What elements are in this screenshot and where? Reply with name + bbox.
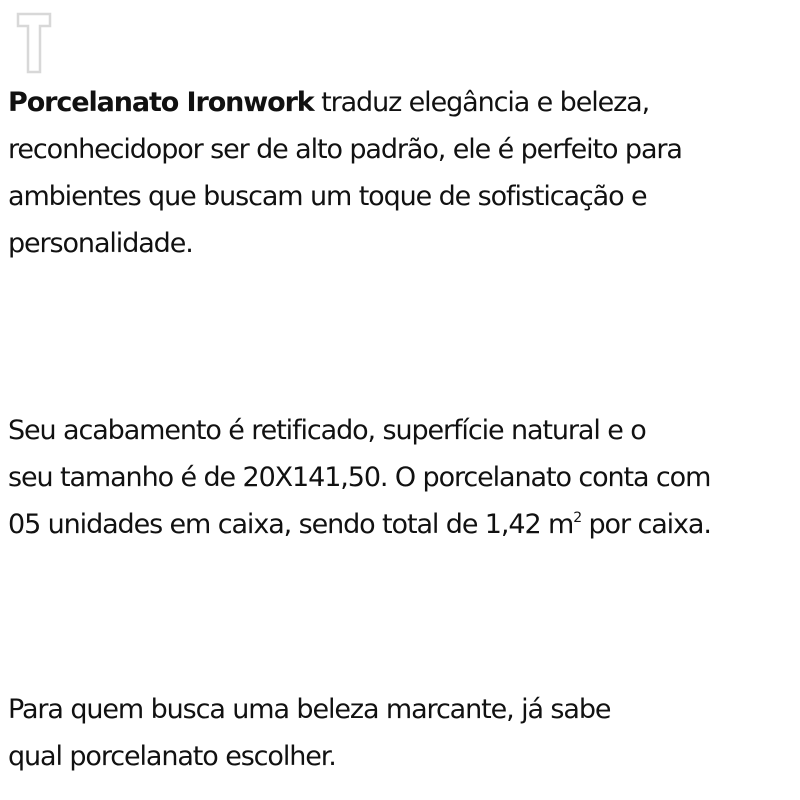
brand-logo-t-icon — [16, 12, 52, 74]
intro-line-3: ambientes que buscam um toque de sofisticação e — [8, 181, 647, 212]
description-paragraph-intro — [8, 79, 682, 267]
specs-line-2: seu tamanho é de 20X141,50. O porcelanato conta com — [8, 462, 711, 493]
description-paragraph-specs — [8, 407, 711, 548]
closing-line-1: Para quem busca uma beleza marcante, já sabe — [8, 694, 611, 725]
intro-line-1 — [8, 79, 682, 126]
intro-line-1-text: traduz elegância e beleza, — [313, 87, 650, 118]
logo-t-outline — [18, 14, 50, 72]
specs-line-1: Seu acabamento é retificado, superfície natural e o — [8, 415, 646, 446]
intro-line-4: personalidade. — [8, 228, 193, 259]
closing-line-2: qual porcelanato escolher. — [8, 741, 336, 772]
square-meter-superscript: 2 — [573, 510, 582, 526]
description-paragraph-closing — [8, 686, 610, 780]
specs-line-3-tail: por caixa. — [581, 509, 711, 540]
specs-line-3 — [8, 501, 711, 548]
intro-line-2: reconhecidopor ser de alto padrão, ele é perfeito para — [8, 134, 682, 165]
product-name: Porcelanato Ironwork — [8, 87, 314, 118]
specs-line-3-text: 05 unidades em caixa, sendo total de 1,42 m — [8, 509, 574, 540]
